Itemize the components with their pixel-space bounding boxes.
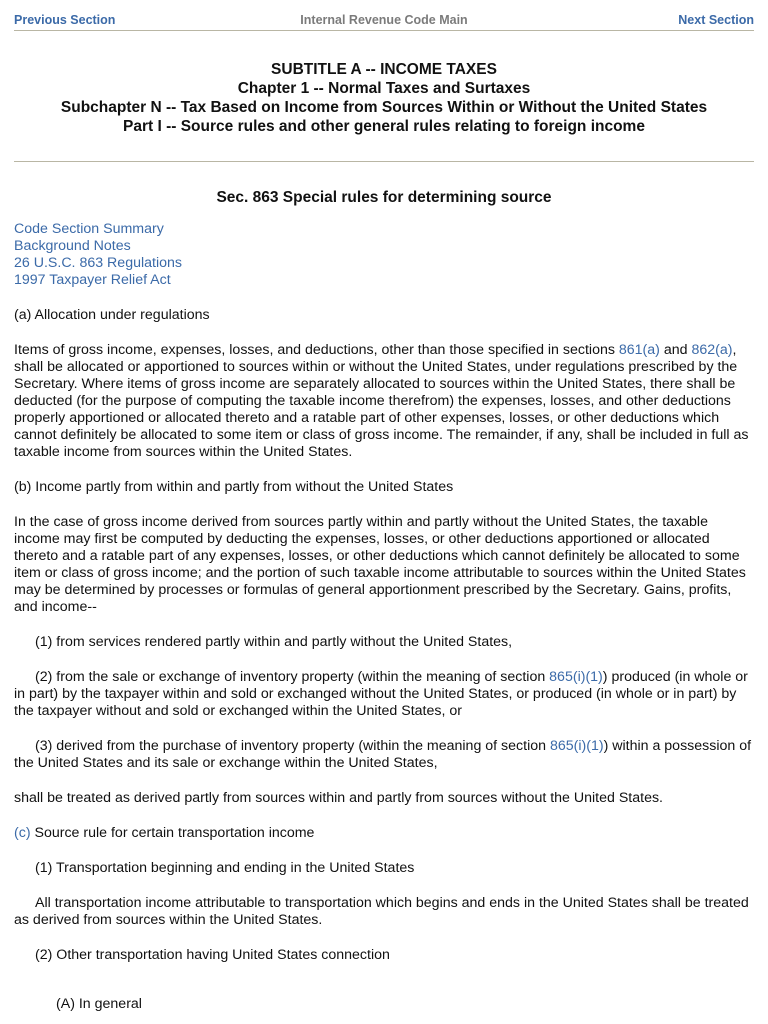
subsection-b-text: In the case of gross income derived from sources partly within and partly without the United States, the taxable income may first be computed by deducting the expenses, losses, or other deductions apportioned or allocated thereto and a ratable part of any expenses, losses, or other deductions which cannot definitely be allocated to some item or class of gross income; and the portion of such taxable income attributable to sources within the United States may be determined by processes or formulas of general apportionment prescribed by the Secretary. Gains, profits, and income-- [14, 514, 746, 615]
top-navigation [14, 0, 754, 31]
subsection-a-text: Items of gross income, expenses, losses, and deductions, other than those specified in sections 861(a) and 862(a), shall be allocated or apportioned to sources within or without the United States, under regulations prescribed by the Secretary. Where items of gross income are separately allocated to sources within the United States, there shall be deducted (for the purpose of computing the taxable income therefrom) the expenses, losses, and other deductions properly apportioned or allocated thereto and a ratable part of other expenses, losses, or other deductions which cannot definitely be allocated to some item or class of gross income. The remainder, if any, shall be included in full as taxable income from sources within the United States. [14, 342, 749, 460]
subsection-c-link[interactable]: (c) [14, 825, 31, 841]
paragraph-c2-heading: (2) Other transportation having United States connection [35, 947, 390, 963]
paragraph-c1-text: All transportation income attributable to transportation which begins and ends in the United States shall be treated as derived from sources within the United States. [14, 895, 749, 928]
paragraph-b2: (2) from the sale or exchange of inventory property (within the meaning of section 865(i)(1)) produced (in whole or in part) by the taxpayer within and sold or exchanged without the United States, or produced (in whole or in part) by the taxpayer without and sold or exchanged within the United States, or [14, 669, 748, 719]
previous-section-link[interactable]: Previous Section [14, 13, 116, 27]
subsection-a-heading: (a) Allocation under regulations [14, 307, 210, 323]
paragraph-c1-heading: (1) Transportation beginning and ending in the United States [35, 860, 415, 876]
part-heading: Part I -- Source rules and other general rules relating to foreign income [123, 118, 645, 135]
section-content [14, 221, 754, 1013]
section-865i1-link-2[interactable]: 865(i)(1) [549, 738, 604, 754]
section-862a-link[interactable]: 862(a) [691, 342, 733, 358]
paragraph-b1: (1) from services rendered partly within and partly without the United States, [35, 634, 513, 650]
hierarchy-headings [14, 60, 754, 162]
background-notes-link[interactable]: Background Notes [14, 238, 131, 254]
section-865i1-link[interactable]: 865(i)(1) [549, 669, 603, 685]
subchapter-heading: Subchapter N -- Tax Based on Income from Sources Within or Without the United States [60, 99, 708, 116]
next-section-link[interactable]: Next Section [678, 13, 754, 27]
regulations-link[interactable]: 26 U.S.C. 863 Regulations [14, 255, 182, 271]
paragraph-c2a-heading: (A) In general [56, 996, 142, 1012]
section-title: Sec. 863 Special rules for determining source [216, 189, 552, 206]
subsection-b-closing: shall be treated as derived partly from sources within and partly from sources without the United States. [14, 790, 663, 806]
taxpayer-relief-act-link[interactable]: 1997 Taxpayer Relief Act [14, 272, 171, 288]
section-861a-link[interactable]: 861(a) [618, 342, 660, 358]
code-section-summary-link[interactable]: Code Section Summary [14, 221, 164, 237]
subsection-b-heading: (b) Income partly from within and partly from without the United States [14, 479, 454, 495]
subtitle-heading: SUBTITLE A -- INCOME TAXES [271, 61, 497, 78]
paragraph-b3: (3) derived from the purchase of inventory property (within the meaning of section 865(i)(1)) within a possession of the United States and its sale or exchange within the United States, [14, 738, 752, 771]
code-main-label: Internal Revenue Code Main [300, 13, 468, 27]
related-links [14, 221, 754, 289]
chapter-heading: Chapter 1 -- Normal Taxes and Surtaxes [237, 80, 531, 97]
subsection-c-heading: (c) Source rule for certain transportation income [14, 825, 315, 841]
